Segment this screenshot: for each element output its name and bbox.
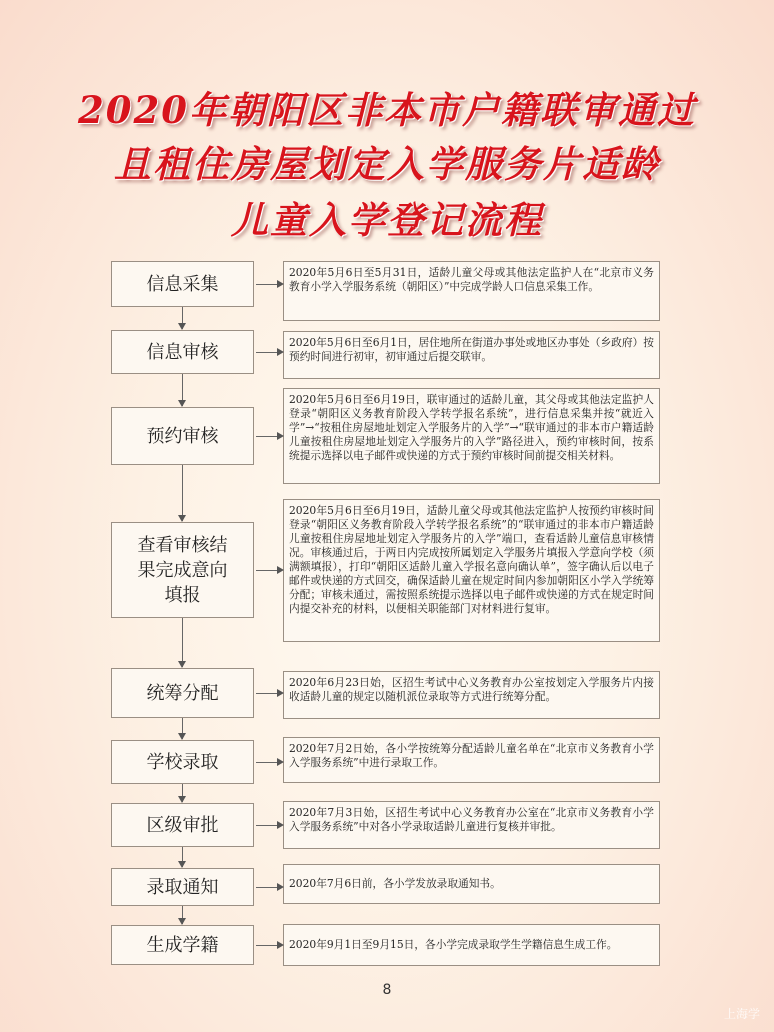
page-number: 8: [382, 982, 392, 998]
desc-info-review: 2020年5月6日至6月1日，居住地所在街道办事处或地区办事处（乡政府）按预约时间进行初审，初审通过后提交联审。: [283, 331, 660, 379]
step-allocation: 统筹分配: [111, 668, 254, 718]
connector-arrow-7: [182, 847, 183, 867]
desc-district-approval: 2020年7月3日始，区招生考试中心义务教育办公室在“北京市义务教育小学入学服务系统”中对各小学录取适龄儿童进行复核并审批。: [283, 801, 660, 849]
step-info-collection: 信息采集: [111, 261, 254, 307]
connector-arrow-3: [182, 465, 183, 521]
connector-arrow-1: [182, 307, 183, 329]
connector-arrow-2: [182, 374, 183, 406]
watermark-text: 上海学: [723, 1007, 760, 1021]
step-school-admission: 学校录取: [111, 740, 254, 784]
page-title-line-3: 儿童入学登记流程: [231, 198, 543, 242]
desc-school-admission: 2020年7月2日始，各小学按统筹分配适龄儿童名单在“北京市义务教育小学入学服务系统”中进行录取工作。: [283, 737, 660, 783]
step-info-review: 信息审核: [111, 330, 254, 374]
link-arrow-7: [256, 825, 278, 826]
desc-student-record: 2020年9月1日至9月15日，各小学完成录取学生学籍信息生成工作。: [283, 924, 660, 966]
link-arrow-5: [256, 693, 278, 694]
page-title-line-2: 且租住房屋划定入学服务片适龄: [114, 142, 660, 186]
step-student-record: 生成学籍: [111, 925, 254, 965]
link-arrow-6: [256, 762, 278, 763]
connector-arrow-8: [182, 906, 183, 924]
step-district-approval: 区级审批: [111, 803, 254, 847]
step-check-result-intention: 查看审核结果完成意向填报: [111, 522, 254, 618]
desc-check-result-intention: 2020年5月6日至6月19日，适龄儿童父母或其他法定监护人按预约审核时间登录“朝阳区义务教育阶段入学转学报名系统”的“联审通过的非本市户籍适龄儿童按租住房屋地址划定入学服务片的入学”端口，查看适龄儿童信息审核情况。审核通过后，于两日内完成按所属划定入学服务片填报入学意向学校（须满额填报），打印“朝阳区适龄儿童入学报名意向确认单”，签字确认后以电子邮件或快递的方式回交，确保适龄儿童在规定时间内参加朝阳区小学入学统筹分配；审核未通过，需按照系统提示选择以电子邮件或快递的方式在规定时间内提交补充的材料，以便相关职能部门对材料进行复审。: [283, 499, 660, 642]
desc-admission-notice: 2020年7月6日前，各小学发放录取通知书。: [283, 864, 660, 904]
connector-arrow-6: [182, 784, 183, 802]
desc-info-collection: 2020年5月6日至5月31日，适龄儿童父母或其他法定监护人在“北京市义务教育小学入学服务系统（朝阳区）”中完成学龄人口信息采集工作。: [283, 261, 660, 321]
link-arrow-9: [256, 945, 278, 946]
connector-arrow-4: [182, 618, 183, 667]
desc-appointment-review: 2020年5月6日至6月19日，联审通过的适龄儿童，其父母或其他法定监护人登录“朝阳区义务教育阶段入学转学报名系统”，进行信息采集并按“就近入学”→“按租住房屋地址划定入学服务片的入学”→“联审通过的非本市户籍适龄儿童按租住房屋地址划定入学服务片的入学”路径进入，预约审核时间，按系统提示选择以电子邮件或快递的方式于预约审核时间前提交相关材料。: [283, 388, 660, 484]
link-arrow-4: [256, 570, 278, 571]
link-arrow-8: [256, 887, 278, 888]
link-arrow-2: [256, 352, 278, 353]
page-title-line-1: 2020年朝阳区非本市户籍联审通过: [78, 88, 696, 132]
link-arrow-3: [256, 436, 278, 437]
connector-arrow-5: [182, 718, 183, 739]
desc-allocation: 2020年6月23日始，区招生考试中心义务教育办公室按划定入学服务片内接收适龄儿童的规定以随机派位录取等方式进行统筹分配。: [283, 671, 660, 719]
step-appointment-review: 预约审核: [111, 407, 254, 465]
link-arrow-1: [256, 284, 278, 285]
step-admission-notice: 录取通知: [111, 868, 254, 906]
